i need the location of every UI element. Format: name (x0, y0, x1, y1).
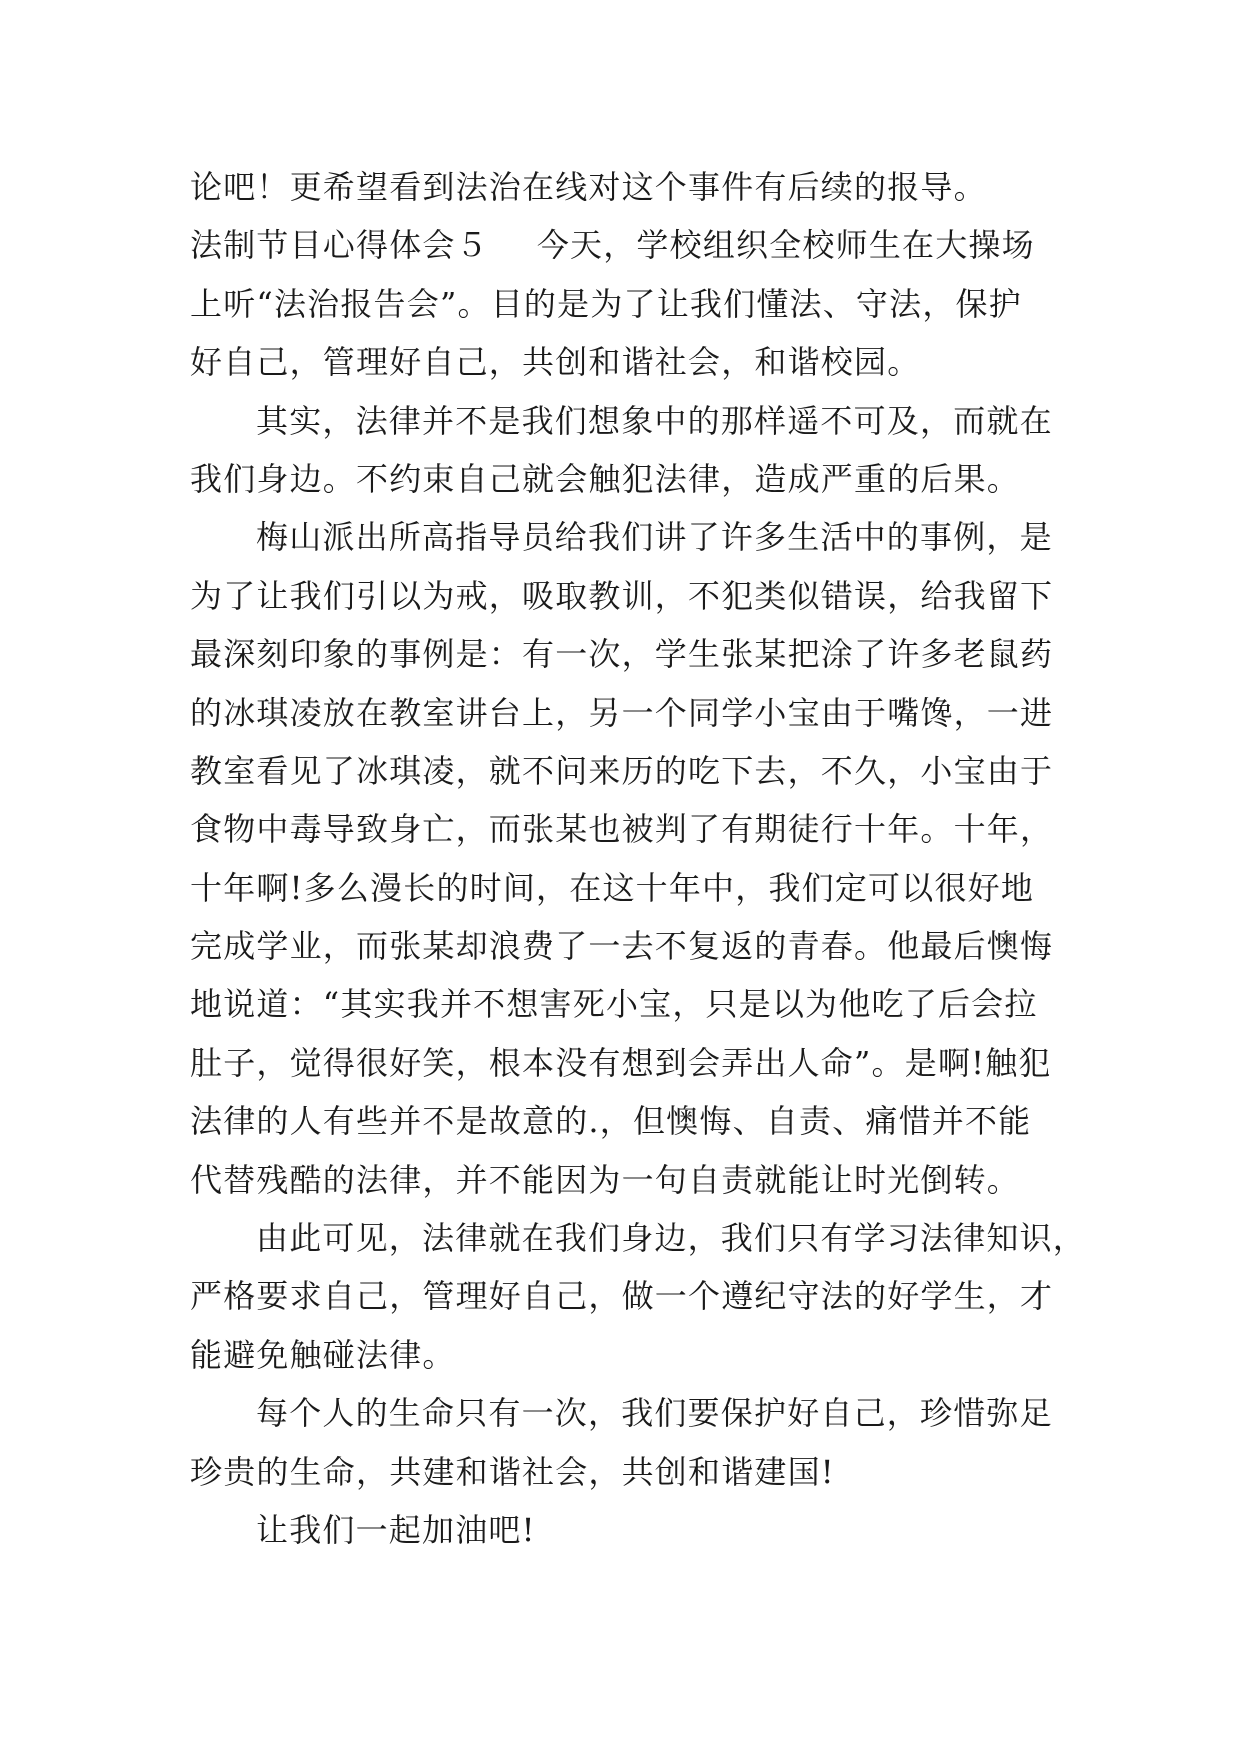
text-line: 十年啊!多么漫长的时间，在这十年中，我们定可以很好地 (190, 868, 1035, 907)
text-line: 地说道：“其实我并不想害死小宝，只是以为他吃了后会拉 (190, 985, 1038, 1024)
text-line: 严格要求自己，管理好自己，做一个遵纪守法的好学生，才 (190, 1277, 1054, 1316)
text-line: 食物中毒导致身亡，而张某也被判了有期徒行十年。十年， (190, 810, 1054, 849)
text-line: 的冰琪凌放在教室讲台上，另一个同学小宝由于嘴馋，一进 (190, 693, 1054, 732)
text-line: 好自己，管理好自己，共创和谐社会，和谐校园。 (190, 343, 921, 382)
text-line: 论吧！更希望看到法治在线对这个事件有后续的报导。 (190, 168, 987, 206)
paragraph-start-line: 梅山派出所高指导员给我们讲了许多生活中的事例，是 (256, 518, 1053, 557)
text-line: 肚子，觉得很好笑，根本没有想到会弄出人命”。是啊!触犯 (190, 1043, 1052, 1082)
text-line: 上听“法治报告会”。目的是为了让我们懂法、守法，保护 (190, 284, 1022, 323)
essay-title: 法制节目心得体会５ (190, 226, 489, 265)
text-line: 为了让我们引以为戒，吸取教训，不犯类似错误，给我留下 (190, 576, 1054, 615)
essay-heading-line (190, 216, 1056, 274)
text-line: 完成学业，而张某却浪费了一去不复返的青春。他最后懊悔 (190, 927, 1054, 966)
text-line: 珍贵的生命，共建和谐社会，共创和谐建国! (190, 1452, 835, 1491)
text-line: 法律的人有些并不是故意的.，但懊悔、自责、痛惜并不能 (190, 1102, 1032, 1141)
paragraph-start-line: 由此可见，法律就在我们身边，我们只有学习法律知识， (256, 1219, 1087, 1258)
text-line: 教室看见了冰琪凌，就不问来历的吃下去，不久，小宝由于 (190, 751, 1054, 790)
text-line-segment: 今天，学校组织全校师生在大操场 (536, 226, 1035, 265)
text-line: 代替残酷的法律，并不能因为一句自责就能让时光倒转。 (190, 1160, 1021, 1199)
text-line: 最深刻印象的事例是：有一次，学生张某把涂了许多老鼠药 (190, 635, 1054, 674)
text-line: 我们身边。不约束自己就会触犯法律，造成严重的后果。 (190, 459, 1021, 498)
paragraph-start-line: 让我们一起加油吧! (256, 1510, 536, 1549)
body-text (190, 158, 1087, 1559)
text-line: 能避免触碰法律。 (190, 1335, 456, 1374)
paragraph-start-line: 每个人的生命只有一次，我们要保护好自己，珍惜弥足 (256, 1394, 1053, 1433)
paragraph-start-line: 其实，法律并不是我们想象中的那样遥不可及，而就在 (256, 401, 1053, 440)
